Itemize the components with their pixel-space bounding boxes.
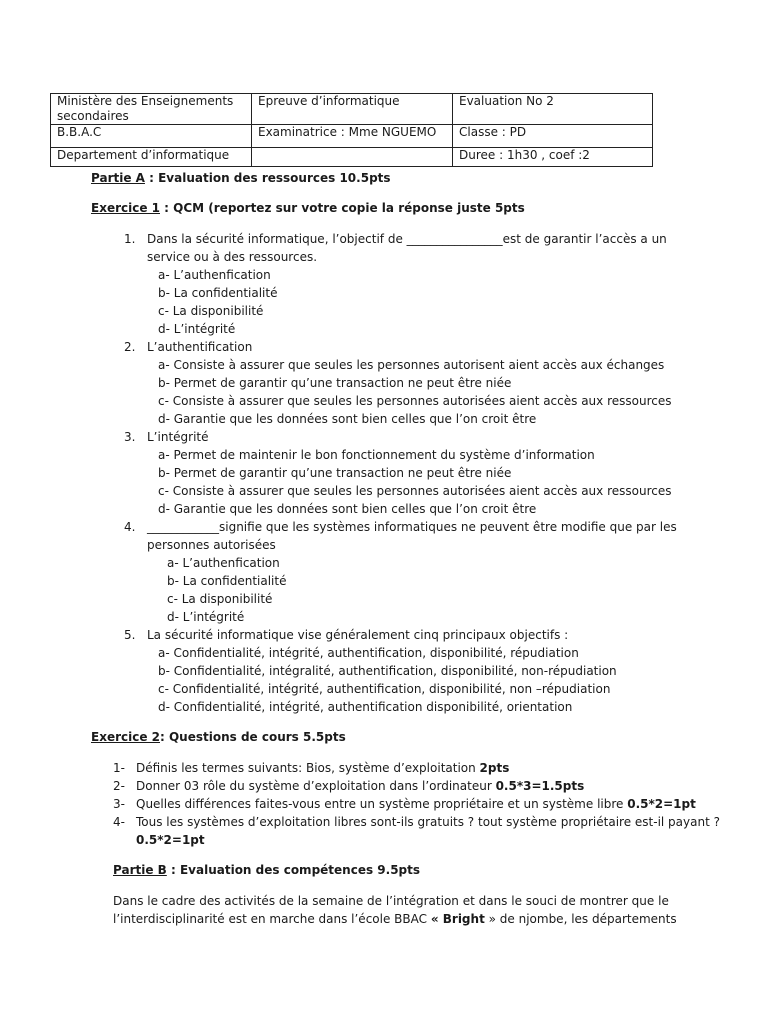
item-points: 2pts <box>479 761 510 775</box>
item-text <box>136 778 584 794</box>
option-b: b- Permet de garantir qu’une transaction ne peut être niée <box>158 466 512 480</box>
item-points: 0.5*3=1.5pts <box>495 779 585 793</box>
option-b: b- La confidentialité <box>158 286 278 300</box>
partie-b-paragraph-line: Dans le cadre des activités de la semaine de l’intégration et dans le souci de montrer que le <box>113 894 669 908</box>
exam-header-table <box>50 93 653 167</box>
option-a: a- L’authenfication <box>167 556 280 570</box>
item-question: Définis les termes suivants: Bios, système d’exploitation <box>136 761 480 775</box>
header-row-3 <box>51 148 653 167</box>
exercice-2-text: : Questions de cours 5.5pts <box>160 730 346 744</box>
option-b: b- Permet de garantir qu’une transaction ne peut être niée <box>158 376 512 390</box>
item-question: Donner 03 rôle du système d’exploitation dans l’ordinateur <box>136 779 496 793</box>
question-number: 5. <box>124 628 136 642</box>
department-cell: Departement d’informatique <box>51 148 252 167</box>
option-d: d- Confidentialité, intégrité, authentification disponibilité, orientation <box>158 700 573 714</box>
school-name-bold: « Bright <box>430 912 485 926</box>
question-text: L’intégrité <box>147 430 209 444</box>
item-points: 0.5*2=1pt <box>136 833 205 847</box>
option-d: d- Garantie que les données sont bien celles que l’on croit être <box>158 502 537 516</box>
partie-a-text: : Evaluation des ressources 10.5pts <box>144 171 391 185</box>
option-c: c- Consiste à assurer que seules les personnes autorisées aient accès aux ressources <box>158 484 672 498</box>
option-c: c- La disponibilité <box>158 304 264 318</box>
ministry-cell: Ministère des Enseignements secondaires <box>51 94 252 125</box>
exercice-1-title <box>91 200 525 216</box>
partie-b-title <box>113 862 420 878</box>
question-number: 3. <box>124 430 136 444</box>
question-text: L’authentification <box>147 340 253 354</box>
header-row-1 <box>51 94 653 125</box>
question-number: 1. <box>124 232 136 246</box>
partie-b-paragraph-line <box>113 911 677 927</box>
item-question: Tous les systèmes d’exploitation libres sont-ils gratuits ? tout système propriétaire est-il payant ? <box>136 815 720 829</box>
option-d: d- Garantie que les données sont bien celles que l’on croit être <box>158 412 537 426</box>
item-number: 4- <box>113 815 125 829</box>
item-number: 1- <box>113 761 125 775</box>
option-a: a- Confidentialité, intégrité, authentification, disponibilité, répudiation <box>158 646 579 660</box>
empty-cell <box>252 148 453 167</box>
exercice-1-text: : QCM (reportez sur votre copie la réponse juste 5pts <box>160 201 525 215</box>
item-text <box>136 760 509 776</box>
subject-cell: Epreuve d’informatique <box>252 94 453 125</box>
question-number: 4. <box>124 520 136 534</box>
partie-b-text: : Evaluation des compétences 9.5pts <box>166 863 421 877</box>
option-b: b- Confidentialité, intégralité, authentification, disponibilité, non-répudiation <box>158 664 617 678</box>
paragraph-text: l’interdisciplinarité est en marche dans l’école BBAC <box>113 912 431 926</box>
header-row-2 <box>51 125 653 148</box>
option-a: a- L’authenfication <box>158 268 271 282</box>
question-text: Dans la sécurité informatique, l’objectif de ________________est de garantir l’accès a un <box>147 232 667 246</box>
duration-cell: Duree : 1h30 , coef :2 <box>453 148 653 167</box>
option-c: c- La disponibilité <box>167 592 273 606</box>
question-text: La sécurité informatique vise généralement cinq principaux objectifs : <box>147 628 569 642</box>
item-number: 2- <box>113 779 125 793</box>
partie-a-title <box>91 170 391 186</box>
exercice-2-label: Exercice 2 <box>91 730 160 744</box>
school-cell: B.B.A.C <box>51 125 252 148</box>
item-points: 0.5*2=1pt <box>627 797 696 811</box>
item-text <box>136 796 696 812</box>
item-number: 3- <box>113 797 125 811</box>
option-d: d- L’intégrité <box>167 610 245 624</box>
exercice-1-label: Exercice 1 <box>91 201 160 215</box>
question-text: service ou à des ressources. <box>147 250 318 264</box>
option-d: d- L’intégrité <box>158 322 236 336</box>
exercice-2-title <box>91 729 346 745</box>
class-cell: Classe : PD <box>453 125 653 148</box>
option-c: c- Consiste à assurer que seules les personnes autorisées aient accès aux ressources <box>158 394 672 408</box>
option-b: b- La confidentialité <box>167 574 287 588</box>
partie-b-label: Partie B <box>113 863 167 877</box>
item-question: Quelles différences faites-vous entre un système propriétaire et un système libre <box>136 797 628 811</box>
paragraph-text: » de njombe, les départements <box>484 912 677 926</box>
question-number: 2. <box>124 340 136 354</box>
question-text: personnes autorisées <box>147 538 276 552</box>
evaluation-cell: Evaluation No 2 <box>453 94 653 125</box>
option-a: a- Permet de maintenir le bon fonctionnement du système d’information <box>158 448 595 462</box>
partie-a-label: Partie A <box>91 171 145 185</box>
question-text: ____________signifie que les systèmes informatiques ne peuvent être modifie que par les <box>147 520 677 534</box>
option-a: a- Consiste à assurer que seules les personnes autorisent aient accès aux échanges <box>158 358 665 372</box>
examiner-cell: Examinatrice : Mme NGUEMO <box>252 125 453 148</box>
option-c: c- Confidentialité, intégrité, authentification, disponibilité, non –répudiation <box>158 682 611 696</box>
